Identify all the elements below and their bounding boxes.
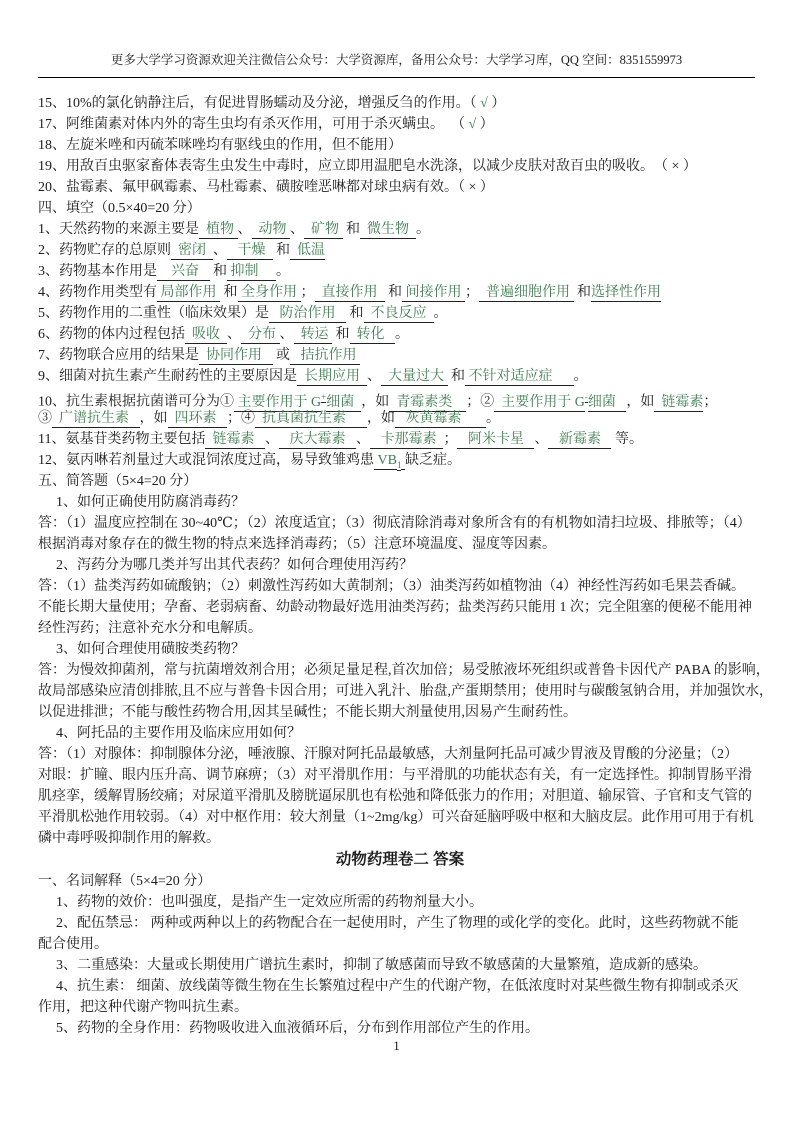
doc-line <box>38 303 762 324</box>
checkmark: √ <box>480 96 488 111</box>
fill-in-answer: 卡那霉素 <box>369 432 444 447</box>
doc-line <box>38 681 773 702</box>
text-run: 四、填空（0.5×40=20 分） <box>38 201 201 216</box>
fill-in-answer: 吸收 <box>185 327 227 342</box>
page-header-text: 更多大学学习资源欢迎关注微信公众号：大学资源库，备用公众号：大学学习库，QQ 空间：8351559973 <box>110 53 683 67</box>
doc-line <box>38 471 762 492</box>
text-run: 6、药物的体内过程包括 <box>38 327 185 342</box>
doc-line <box>38 723 762 744</box>
doc-line <box>38 744 762 765</box>
doc-line <box>38 955 762 976</box>
doc-line <box>38 913 762 934</box>
text-run: 肌痉挛，缓解胃肠绞痛；对尿道平滑肌及膀胱逼尿肌也有松弛和降低张力的作用；对胆道、输尿管、子官和支气管的 <box>38 789 752 804</box>
fill-in-answer: 细菌 <box>587 394 627 410</box>
text-run: 4、药物作用类型有 <box>38 285 157 300</box>
doc-line <box>38 282 762 303</box>
text-run: 和 <box>332 327 350 342</box>
text-run: 11、氨基苷类药物主要包括 <box>38 432 206 447</box>
text-run: 和 <box>384 285 402 300</box>
text-run: 和 <box>220 285 238 300</box>
doc-line <box>38 639 762 660</box>
doc-line <box>38 702 762 723</box>
fill-in-answer: 全身作用 <box>237 285 301 300</box>
text-run: 。 <box>486 411 500 426</box>
text-run: ； <box>703 394 718 410</box>
text-run: 经性泻药；注意补充水分和电解质。 <box>38 621 262 636</box>
fill-in-answer: 细菌 <box>326 394 362 410</box>
text-run: 9、细菌对抗生素产生耐药性的主要原因是 <box>38 369 297 384</box>
fill-in-answer: 阿米卡星 <box>457 432 535 447</box>
text-run: 对眼：扩瞳、眼内压升高、调节麻痹；（3）对平滑肌作用：与平滑肌的功能状态有关，有一定选择性。抑制胃肠平滑 <box>38 768 752 783</box>
doc-line <box>38 871 762 892</box>
doc-line <box>38 366 762 387</box>
document-lines <box>38 93 773 1039</box>
fill-in-answer: 主要作用于 G <box>234 394 322 410</box>
checkmark: √ <box>468 117 477 132</box>
text-run: 和 <box>447 369 465 384</box>
doc-line <box>38 555 762 576</box>
text-run: ； <box>443 432 458 447</box>
text-run: 、 <box>264 432 279 447</box>
doc-line <box>38 1018 762 1039</box>
text-run: 或 <box>272 348 290 363</box>
text-run: 五、简答题（5×4=20 分） <box>38 474 198 489</box>
doc-line <box>38 261 762 282</box>
doc-line <box>38 576 762 597</box>
text-run: 磷中毒呼吸抑制作用的解救。 <box>38 831 220 846</box>
text-run: 。 <box>276 264 290 279</box>
text-run: 根据消毒对象存在的微生物的特点来选择消毒药；（5）注意环境温度、湿度等因素。 <box>38 537 556 552</box>
text-run: 5、药物作用的二重性（临床效果）是 <box>38 306 269 321</box>
fill-in-answer: 广谱抗生素 <box>52 411 140 426</box>
doc-line <box>38 450 762 471</box>
text-run: ； <box>465 285 479 300</box>
text-run: 以促进排泄；不能与酸性药物合用,因其呈碱性；不能长期大剂量使用,因易产生耐药性。 <box>38 705 577 720</box>
text-run: ，如 <box>367 411 395 426</box>
doc-line <box>38 177 762 198</box>
fill-in-answer: 四环素 <box>167 411 227 426</box>
doc-line <box>38 597 762 618</box>
fill-in-answer: 密闭 <box>171 243 213 258</box>
doc-line <box>38 492 762 513</box>
doc-line <box>38 660 770 681</box>
doc-line <box>38 765 762 786</box>
text-run: 4、抗生素： 细菌、放线菌等微生物在生长繁殖过程中产生的代谢产物，在低浓度时对某些微生物有抑制或杀灭 <box>56 979 739 994</box>
text-run: ； <box>300 285 315 300</box>
text-run: ，如 <box>626 394 655 410</box>
doc-line <box>38 997 762 1018</box>
text-run: 答：为慢效抑菌剂，常与抗菌增效剂合用；必须足量足程,首次加倍；易受脓液坏死组织或普鲁卡因代产 PABA 的影响， <box>38 663 770 678</box>
fill-in-answer: + <box>321 392 327 402</box>
text-run: 和 <box>272 243 290 258</box>
doc-line <box>38 219 762 240</box>
text-run: 答：（1）对腺体：抑制腺体分泌，唾液腺、汗腺对阿托品最敏感，大剂量阿托品可减少胃液及胃酸的分泌量；（2） <box>38 747 738 762</box>
text-run: 平滑肌松弛作用较弱。（4）对中枢作用：较大剂量（1~2mg/kg）可兴奋延脑呼吸中枢和大脑皮层。此作用可用于有机 <box>38 810 754 825</box>
fill-in-answer: 1 <box>396 459 402 470</box>
doc-line <box>38 240 762 261</box>
text-run: ；② <box>466 394 495 410</box>
text-run: 、 <box>237 222 252 237</box>
text-run: 、 <box>290 222 304 237</box>
text-run: 答：（1）盐类泻药如硫酸钠；（2）刺激性泻药如大黄制剂；（3）油类泻药如植物油（4）神经性泻药如毛果芸香碱。 <box>38 579 745 594</box>
doc-line <box>38 429 762 450</box>
fill-in-answer: 动物 <box>251 222 290 237</box>
text-run: 7、药物联合应用的结果是 <box>38 348 199 363</box>
text-run: 。 <box>433 306 448 321</box>
text-run: ；④ <box>227 411 255 426</box>
doc-line <box>38 618 762 639</box>
text-run: 20、盐霉素、氟甲砜霉素、马杜霉素、磺胺喹恶啉都对球虫病有效。（ × ） <box>38 180 494 195</box>
fill-in-answer: 不针对适应症 <box>465 369 574 384</box>
text-run: 作用，把这种代谢产物叫抗生素。 <box>38 1000 248 1015</box>
doc-line <box>38 345 762 366</box>
doc-line <box>38 976 762 997</box>
doc-line <box>38 93 762 114</box>
doc-line <box>38 934 762 955</box>
text-run: 。 <box>395 327 409 342</box>
text-run: 5、药物的全身作用：药物吸收进入血液循环后，分布到作用部位产生的作用。 <box>56 1021 539 1036</box>
text-run: 2、泻药分为哪几类并写出其代表药？如何合理使用泻药？ <box>56 558 413 573</box>
fill-in-answer: 分布 <box>241 327 280 342</box>
doc-line <box>38 807 762 828</box>
text-run: 故局部感染应清创排脓,且不应与普鲁卡因合用；可进入乳汁、胎盘,产蛋期禁用；使用时与碳酸氢钠合用，并加强饮水， <box>38 684 773 699</box>
text-run: 、 <box>227 327 241 342</box>
text-run: 2、药物贮存的总原则 <box>38 243 171 258</box>
text-run: 等。 <box>611 432 643 447</box>
text-run: ） <box>476 117 494 132</box>
fill-in-answer: 不良反应 <box>363 306 434 321</box>
text-run: 、 <box>355 432 370 447</box>
fill-in-answer: 抗真菌抗生素 <box>255 411 367 426</box>
doc-line <box>38 892 762 913</box>
fill-in-answer: 微生物 <box>360 222 416 237</box>
fill-in-answer: 选择性作用 <box>591 285 661 300</box>
header-rule <box>38 77 755 78</box>
fill-in-answer: 链霉素 <box>205 432 265 447</box>
doc-line <box>38 156 762 177</box>
doc-line <box>38 114 762 135</box>
text-run: 19、用敌百虫驱家畜体表寄生虫发生中毒时，应立即用温肥皂水洗涤，以减少皮肤对敌百虫的吸收。 （ × ） <box>38 159 697 174</box>
fill-in-answer: - <box>584 392 588 402</box>
text-run: 10、抗生素根据抗菌谱可分为① <box>38 394 234 410</box>
doc-line <box>38 828 762 849</box>
text-run: 3、二重感染：大量或长期使用广谱抗生素时，抑制了敏感菌而导致不敏感菌的大量繁殖，造成新的感染。 <box>56 958 707 973</box>
text-run: ，如 <box>139 411 168 426</box>
text-run: 答：（1）温度应控制在 30~40℃；（2）浓度适宜；（3）彻底清除消毒对象所含有的有机物如清扫垃圾、排脓等；（4） <box>38 516 751 531</box>
text-run: ） <box>487 96 506 111</box>
page-number: 1 <box>393 1038 400 1053</box>
text-run: 4、阿托品的主要作用及临床应用如何？ <box>56 726 301 741</box>
fill-in-answer: 局部作用 <box>157 285 220 300</box>
text-run: 和 <box>573 285 591 300</box>
fill-in-answer: 协同作用 <box>199 348 273 363</box>
fill-in-answer: 庆大霉素 <box>278 432 356 447</box>
text-run: 3、药物基本作用是 <box>38 264 157 279</box>
fill-in-answer: 灰黄霉素 <box>395 411 486 426</box>
doc-line <box>38 534 762 555</box>
text-run: 1、如何正确使用防腐消毒药？ <box>56 495 245 510</box>
text-run: 1、药物的效价：也叫强度，是指产生一定效应所需的药物剂量大小。 <box>56 895 483 910</box>
fill-in-answer: 防治作用 <box>269 306 346 321</box>
doc-line <box>38 513 762 534</box>
text-run: 、 <box>213 243 227 258</box>
fill-in-answer: 链霉素 <box>654 394 704 410</box>
text-run: 1、天然药物的来源主要是 <box>38 222 199 237</box>
text-run: ③ <box>38 411 52 426</box>
fill-in-answer: 新霉素 <box>548 432 612 447</box>
doc-line <box>38 387 762 408</box>
fill-in-answer: 直接作用 <box>314 285 385 300</box>
text-run: 配合使用。 <box>38 937 108 952</box>
fill-in-answer: 干燥 <box>227 243 273 258</box>
fill-in-answer: 转运 <box>293 327 332 342</box>
fill-in-answer: 抑制 <box>227 264 276 279</box>
text-run: 和 <box>346 306 364 321</box>
text-run: 15、10%的氯化钠静注后，有促进胃肠蠕动及分泌，增强反刍的作用。（ <box>38 96 481 111</box>
doc-line <box>38 324 762 345</box>
fill-in-answer: 主要作用于 G <box>494 394 585 410</box>
fill-in-answer: 拮抗作用 <box>290 348 360 363</box>
text-run: 和 <box>342 222 360 237</box>
fill-in-answer: 矿物 <box>304 222 343 237</box>
text-run: 、 <box>534 432 549 447</box>
text-run: 17、阿维菌素对体内外的寄生虫均有杀灭作用，可用于杀灭螨虫。 （ <box>38 117 469 132</box>
fill-in-answer: 长期应用 <box>297 369 367 384</box>
fill-in-answer: 低温 <box>290 243 325 258</box>
text-run: 2、配伍禁忌： 两种或两种以上的药物配合在一起使用时，产生了物理的或化学的变化。此时，这些药物就不能 <box>56 916 739 931</box>
section-title: 动物药理卷二 答案 <box>335 851 465 868</box>
text-run: 、 <box>279 327 294 342</box>
text-run: 。 <box>573 369 588 384</box>
fill-in-answer: 普遍细胞作用 <box>479 285 574 300</box>
text-run: 、 <box>367 369 381 384</box>
text-run: 18、左旋米唑和丙硫苯咪唑均有驱线虫的作用，但不能用） <box>38 138 402 153</box>
doc-line <box>38 786 762 807</box>
text-run: 。 <box>416 222 430 237</box>
text-run: 一、名词解释（5×4=20 分） <box>38 874 212 889</box>
fill-in-answer: 转化 <box>349 327 395 342</box>
text-run: 12、氨丙啉若剂量过大或混饲浓度过高，易导致雏鸡患 <box>38 453 374 468</box>
text-run: 缺乏症。 <box>404 453 461 468</box>
doc-line <box>38 198 762 219</box>
fill-in-answer: 植物 <box>199 222 238 237</box>
text-run: 不能长期大量使用；孕畜、老弱病畜、幼龄动物最好选用油类泻药；盐类泻药只能用 1 次；完全阻塞的便秘不能用神 <box>38 600 752 615</box>
text-run: 3、如何合理使用磺胺类药物？ <box>56 642 245 657</box>
fill-in-answer: 兴奋 <box>157 264 210 279</box>
fill-in-answer: 青霉素类 <box>389 394 467 410</box>
fill-in-answer: 间接作用 <box>402 285 465 300</box>
doc-line <box>38 135 762 156</box>
text-run: ，如 <box>361 394 390 410</box>
fill-in-answer: VB <box>374 453 397 468</box>
text-run: 和 <box>209 264 227 279</box>
fill-in-answer: 大量过大 <box>381 369 448 384</box>
